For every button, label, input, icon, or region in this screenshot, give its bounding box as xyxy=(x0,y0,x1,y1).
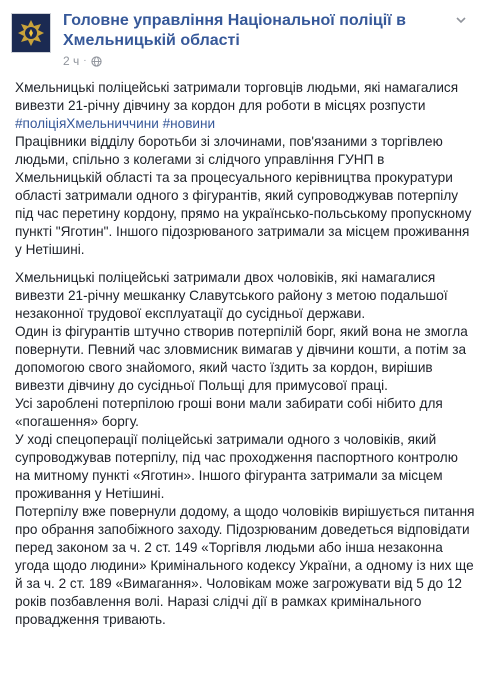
post-headline: Хмельницькі поліцейські затримали торговців людьми, які намагалися вивезти 21-річну дівчину за кордон для роботи в місцях розпусти xyxy=(15,80,459,113)
globe-icon[interactable] xyxy=(91,56,102,67)
hashtags xyxy=(15,115,475,133)
post-header xyxy=(0,0,481,70)
hashtag-link[interactable]: #новини xyxy=(162,116,216,131)
post-paragraph: Працівники відділу боротьби зі злочинами, пов'язаними з торгівлею людьми, спільно з колегами зі слідчого управління ГУНП в Хмельницькій області та за процесуального керівництва прокуратури області затримали одного з фігурантів, який супроводжував потерпілу під час перетину кордону, прямо на українсько-польському пропускному пункті "Яготин". Іншого підозрюваного затримали за місцем проживання у Нетішині. xyxy=(15,134,472,257)
post-paragraph: У ході спецоперації поліцейські затримали одного з чоловіків, який супроводжував потерпілу, під час проходження паспортного контролю на митному пункті «Яготин». Іншого фігуранта затримали за місцем проживання у Нетішині. xyxy=(15,432,458,501)
post-time[interactable]: 2 ч xyxy=(63,54,80,68)
hashtag-link[interactable]: #поліціяХмельниччини xyxy=(15,116,159,131)
post-paragraph: Хмельницькі поліцейські затримали двох чоловіків, які намагалися вивезти 21-річну мешканку Славутського району з метою подальшої незаконної трудової експлуатації до сусідньої держави. xyxy=(15,270,448,321)
post-content xyxy=(15,79,475,629)
post-paragraph: Усі зароблені потерпілою гроші вони мали забирати собі нібито для «погашення» боргу. xyxy=(15,396,443,429)
page-avatar[interactable] xyxy=(11,13,51,53)
post-paragraph: Один із фігурантів штучно створив потерпілій борг, який вона не змогла повернути. Певний час зловмисник вимагав у дівчини кошти, а потім за допомогою свого знайомого, який часто їздить за кордон, вирішив вивезти дівчину до сусідньої Польщі для примусової праці. xyxy=(15,324,468,393)
page-name-link[interactable]: Головне управління Національної поліції в Хмельницькій області xyxy=(63,12,406,49)
chevron-down-icon[interactable] xyxy=(455,14,467,26)
police-emblem-icon xyxy=(16,18,46,48)
post-paragraph: Потерпілу вже повернули додому, а щодо чоловіків вирішується питання про обрання запобіжного заходу. Підозрюваним доведеться відповідати перед законом за ч. 2 ст. 149 «Торгівля людьми або інша незаконна угода щодо людини» Кримінального кодексу України, а одному із них ще й за ч. 2 ст. 189 «Вимагання». Чоловікам може загрожувати від 5 до 12 років позбавлення волі. Наразі слідчі дії в рамках кримінального провадження тривають. xyxy=(15,504,475,627)
post-meta xyxy=(63,54,102,68)
meta-separator: · xyxy=(83,55,87,66)
